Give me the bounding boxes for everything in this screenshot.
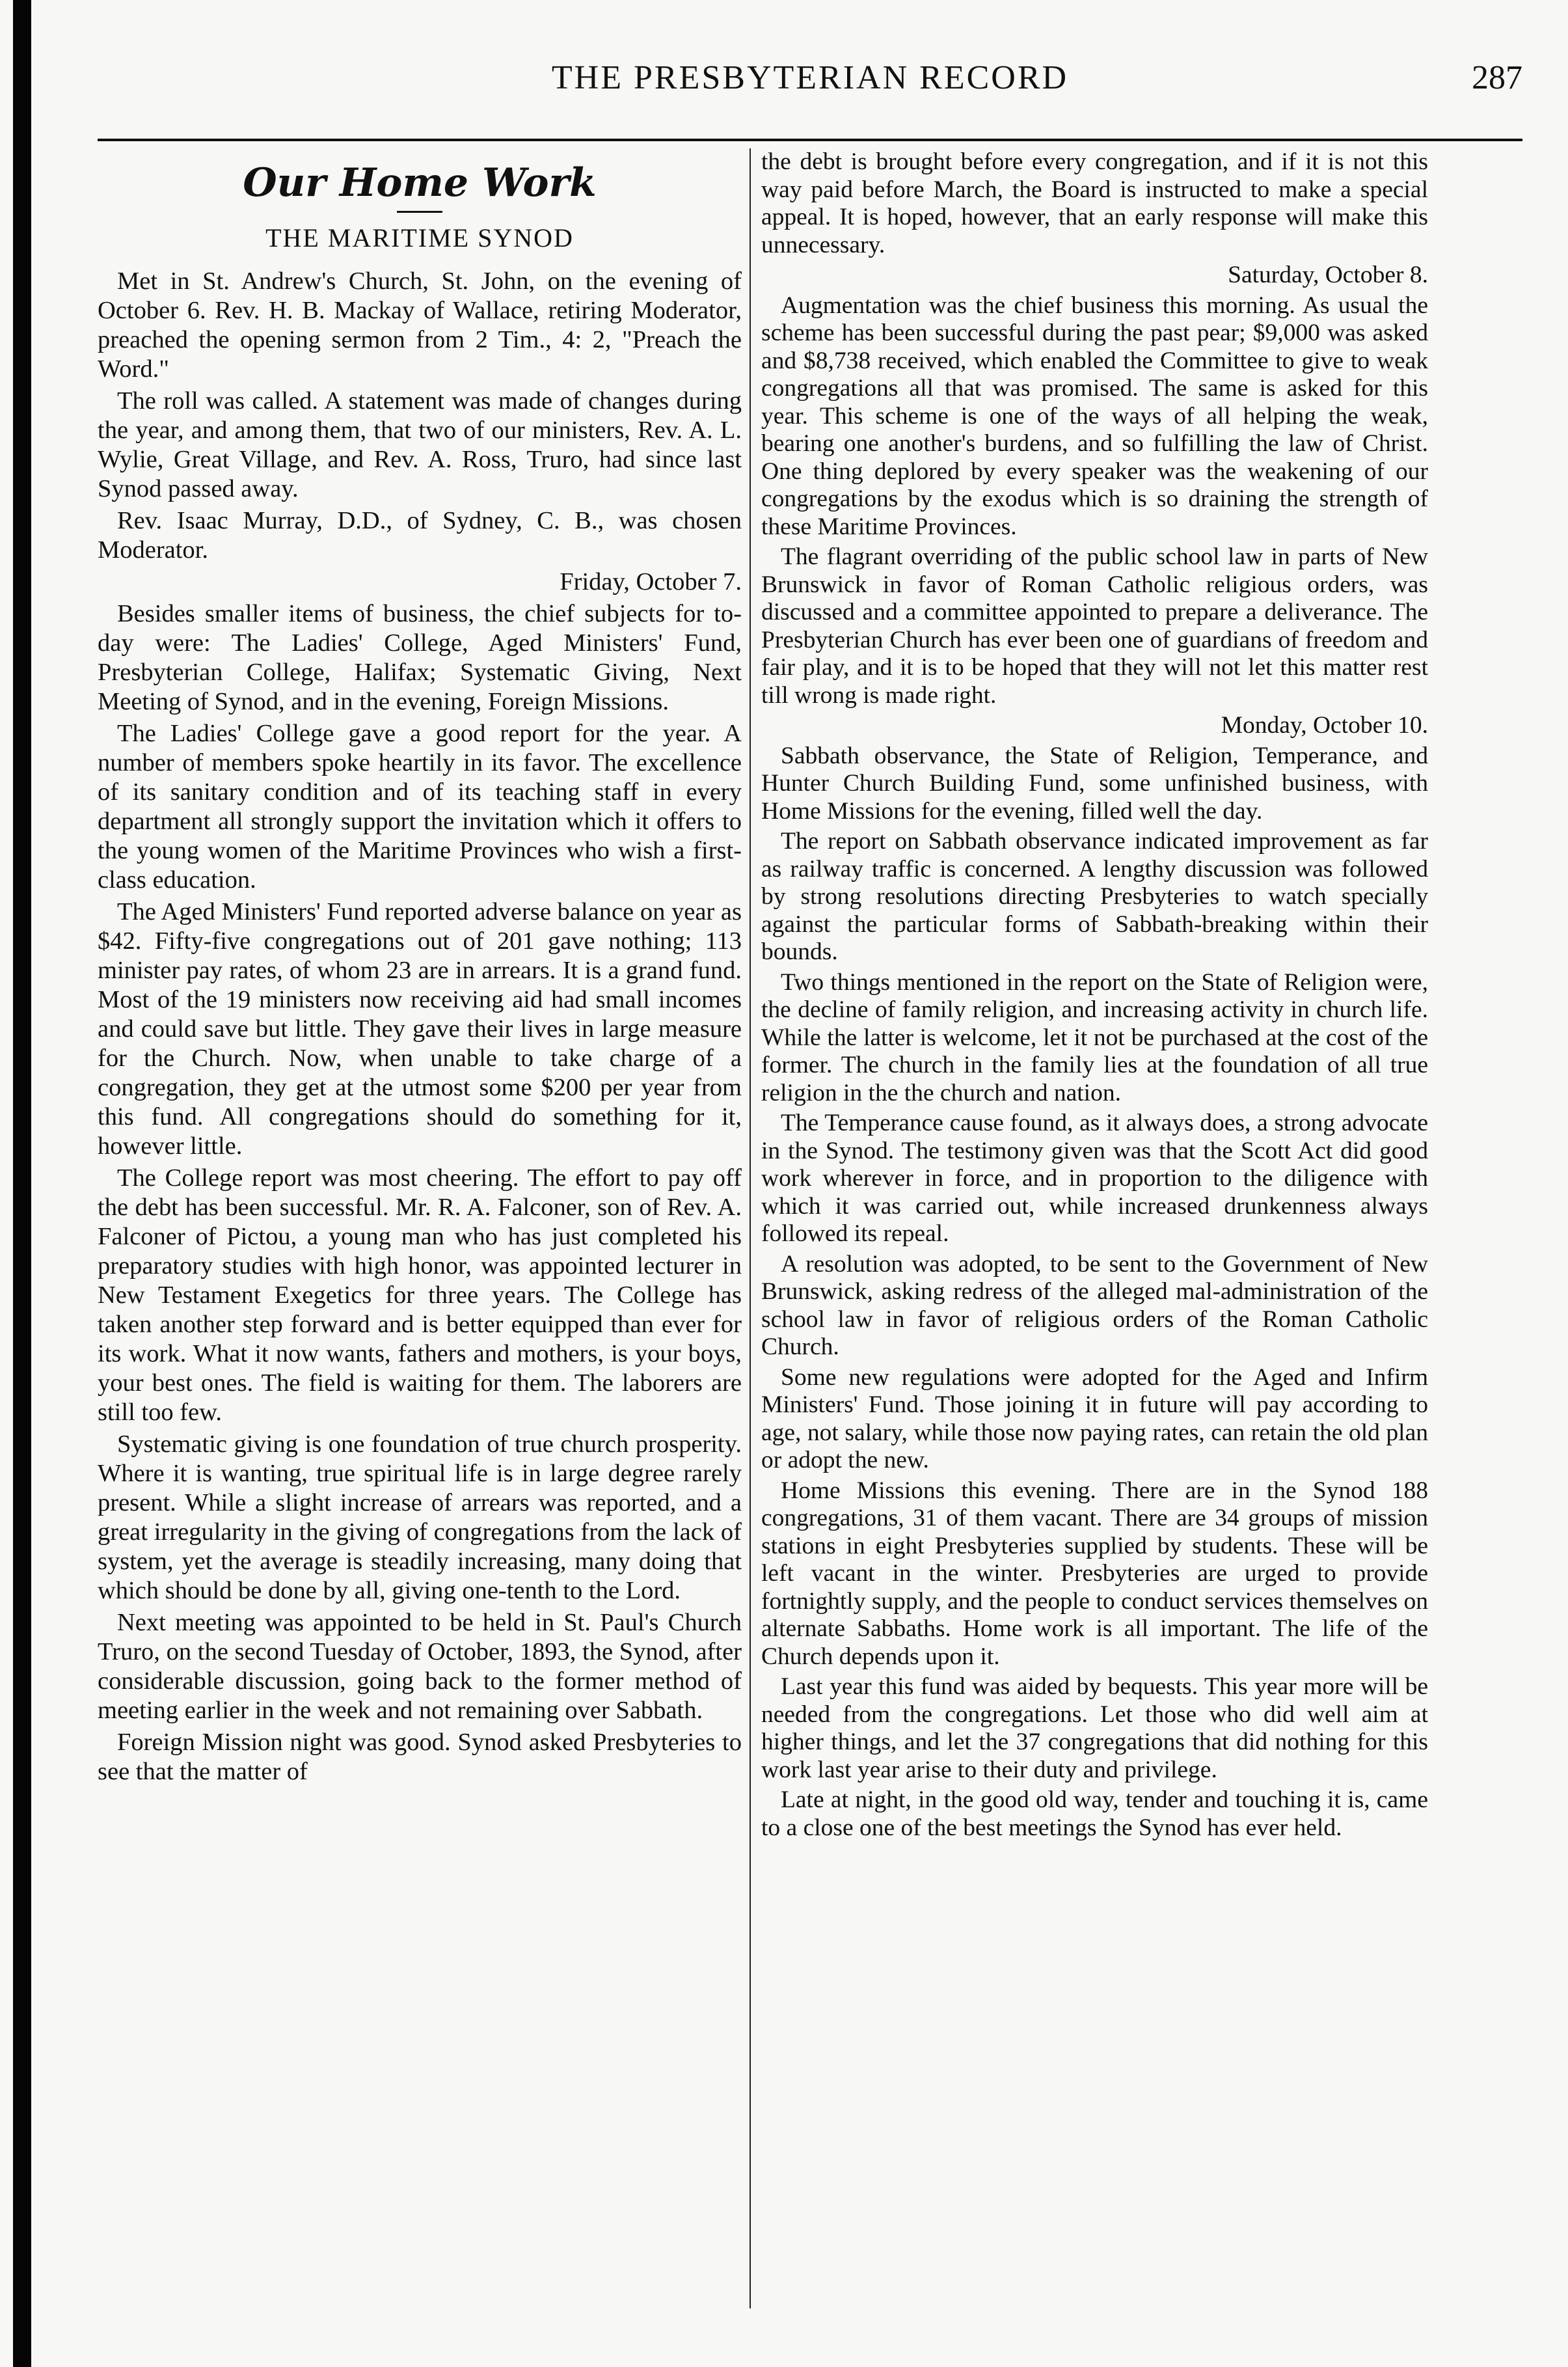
paragraph: Last year this fund was aided by bequests. This year more will be needed from the congregations. Let those who did well aim at higher things, and let the 37 congregations that did nothing for this work last year arise to their duty and privilege. bbox=[761, 1673, 1428, 1783]
paragraph: Two things mentioned in the report on the State of Religion were, the decline of family religion, and increasing activity in church life. While the latter is welcome, let it not be purchased at the cost of the former. The church in the family lies at the foundation of all true religion in the the church and nation. bbox=[761, 968, 1428, 1106]
paragraph: Sabbath observance, the State of Religion, Temperance, and Hunter Church Building Fund, some unfinished business, with Home Missions for the evening, filled well the day. bbox=[761, 742, 1428, 825]
paragraph: the debt is brought before every congregation, and if it is not this way paid before March, the Board is instructed to make a special appeal. It is hoped, however, that an early response will make this unnecessary. bbox=[761, 148, 1428, 258]
paragraph: A resolution was adopted, to be sent to the Government of New Brunswick, asking redress of the alleged mal-administration of the school law in favor of religious orders of the Roman Catholic Church. bbox=[761, 1250, 1428, 1360]
paragraph: The Temperance cause found, as it always does, a strong advocate in the Synod. The testimony given was that the Scott Act did good work wherever in force, and in proportion to the diligence with which it was carried out, while increased drunkenness always followed its repeal. bbox=[761, 1110, 1428, 1247]
paragraph: Foreign Mission night was good. Synod asked Presbyteries to see that the matter of bbox=[98, 1729, 742, 1785]
column-divider bbox=[750, 148, 751, 2308]
paragraph: Met in St. Andrew's Church, St. John, on the evening of October 6. Rev. H. B. Mackay of Wallace, retiring Moderator, preached the opening sermon from 2 Tim., 4: 2, "Preach the Word." bbox=[98, 267, 742, 383]
page-number: 287 bbox=[1472, 59, 1522, 96]
publication-title: THE PRESBYTERIAN RECORD bbox=[551, 59, 1069, 96]
paragraph: Late at night, in the good old way, tender and touching it is, came to a close one of the best meetings the Synod has ever held. bbox=[761, 1786, 1428, 1841]
section-title: Our Home Work bbox=[243, 160, 597, 206]
title-rule bbox=[397, 211, 442, 213]
left-column bbox=[98, 148, 742, 2321]
paragraph: The Ladies' College gave a good report for the year. A number of members spoke heartily in its favor. The excellence of its sanitary condition and of its teaching staff in every department all strongly support the invitation which it offers to the young women of the Maritime Provinces who wish a first-class education. bbox=[98, 720, 742, 894]
paragraph: Rev. Isaac Murray, D.D., of Sydney, C. B., was chosen Moderator. bbox=[98, 507, 742, 564]
paragraph: The College report was most cheering. The effort to pay off the debt has been successful. Mr. R. A. Falconer, son of Rev. A. Falconer of Pictou, a young man who has just completed his preparatory studies with high honor, was appointed lecturer in New Testament Exegetics for three years. The College has taken another step forward and is better equipped than ever for its work. What it now wants, fathers and mothers, is your boys, your best ones. The field is waiting for them. The laborers are still too few. bbox=[98, 1164, 742, 1426]
paragraph: The Aged Ministers' Fund reported adverse balance on year as $42. Fifty-five congregations out of 201 gave nothing; 113 minister pay rates, of whom 23 are in arrears. It is a grand fund. Most of the 19 ministers now receiving aid had small incomes and could save but little. They gave their lives in large measure for the Church. Now, when unable to take charge of a congregation, they get at the utmost some $200 per year from this fund. All congregations should do something for it, however little. bbox=[98, 898, 742, 1160]
right-column bbox=[761, 148, 1428, 2321]
paragraph: Next meeting was appointed to be held in St. Paul's Church Truro, on the second Tuesday of October, 1893, the Synod, after considerable discussion, going back to the former method of meeting earlier in the week and not remaining over Sabbath. bbox=[98, 1609, 742, 1724]
paragraph: Home Missions this evening. There are in the Synod 188 congregations, 31 of them vacant. There are 34 groups of mission stations in eight Presbyteries supplied by students. These will be left vacant in the winter. Presbyteries are urged to provide fortnightly supply, and the people to conduct services themselves on alternate Sabbaths. Home work is all important. The life of the Church depends upon it. bbox=[761, 1477, 1428, 1670]
paragraph: Some new regulations were adopted for the Aged and Infirm Ministers' Fund. Those joining it in future will pay according to age, not salary, while those now paying rates, can retain the old plan or adopt the new. bbox=[761, 1363, 1428, 1473]
page-binding-edge bbox=[13, 0, 31, 2367]
paragraph: The flagrant overriding of the public school law in parts of New Brunswick in favor of Roman Catholic religious orders, was discussed and a committee appointed to prepare a deliverance. The Presbyterian Church has ever been one of guardians of freedom and fair play, and it is to be hoped that they will not let this matter rest till wrong is made right. bbox=[761, 543, 1428, 709]
paragraph: Besides smaller items of business, the chief subjects for to-day were: The Ladies' College, Aged Ministers' Fund, Presbyterian College, Halifax; Systematic Giving, Next Meeting of Synod, and in the evening, Foreign Missions. bbox=[98, 600, 742, 715]
paragraph: Augmentation was the chief business this morning. As usual the scheme has been successful during the past pear; $9,000 was asked and $8,738 received, which enabled the Committee to give to weak congregations all that was promised. The same is asked for this year. This scheme is one of the ways of all helping the weak, bearing one another's burdens, and so fulfilling the law of Christ. One thing deplored by every speaker was the weakening of our congregations by the exodus which is so draining the strength of these Maritime Provinces. bbox=[761, 292, 1428, 540]
paragraph: The roll was called. A statement was made of changes during the year, and among them, that two of our ministers, Rev. A. L. Wylie, Great Village, and Rev. A. Ross, Truro, had since last Synod passed away. bbox=[98, 387, 742, 502]
dateline: Saturday, October 8. bbox=[1228, 262, 1428, 288]
page-header bbox=[98, 59, 1522, 117]
article-title: THE MARITIME SYNOD bbox=[265, 223, 574, 253]
paragraph: Systematic giving is one foundation of true church prosperity. Where it is wanting, true spiritual life is in large degree rarely present. While a slight increase of arrears was reported, and a great irregularity in the giving of congregations from the lack of system, yet the average is steadily increasing, many doing that which should be done by all, giving one-tenth to the Lord. bbox=[98, 1430, 742, 1604]
dateline: Monday, October 10. bbox=[1221, 712, 1428, 739]
paragraph: The report on Sabbath observance indicated improvement as far as railway traffic is concerned. A lengthy discussion was followed by strong resolutions directing Presbyteries to watch specially against the particular forms of Sabbath-breaking within their bounds. bbox=[761, 828, 1428, 965]
dateline: Friday, October 7. bbox=[560, 568, 742, 595]
header-rule bbox=[98, 139, 1522, 141]
